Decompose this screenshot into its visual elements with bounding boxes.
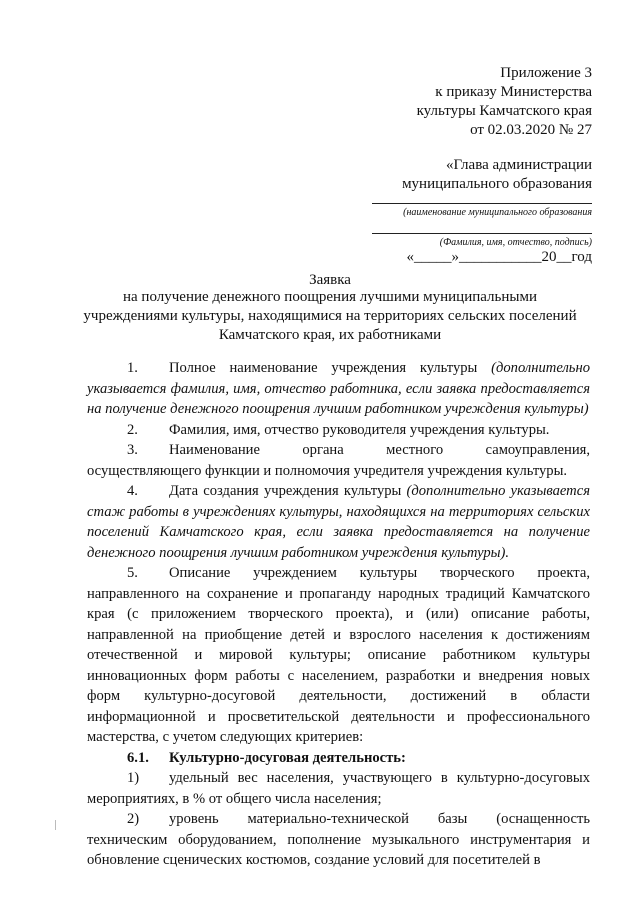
appendix-date-line: от 02.03.2020 № 27	[470, 122, 592, 138]
signature-blank-line	[372, 233, 592, 234]
item-5	[87, 563, 590, 748]
document-subtitle-line1: на получение денежного поощрения лучшими муниципальными	[123, 289, 537, 305]
scan-margin-mark	[55, 820, 56, 830]
section-6-1	[87, 748, 590, 769]
criterion-1	[87, 768, 590, 809]
section-6-1-number: 6.1.	[127, 749, 149, 766]
addressee-municipality: муниципального образования	[402, 176, 592, 192]
item-2-text: Фамилия, имя, отчество руководителя учреждения культуры.	[169, 421, 550, 438]
date-line: «_____»___________20__год	[406, 249, 592, 265]
appendix-order-line: к приказу Министерства	[435, 84, 592, 100]
item-1-text: Полное наименование учреждения культуры	[169, 360, 478, 376]
document-subtitle-line2: учреждениями культуры, находящимися на территориях сельских поселений	[83, 308, 577, 324]
item-1-number: 1.	[127, 360, 138, 376]
appendix-number: Приложение 3	[500, 65, 592, 81]
item-5-text: Описание учреждением культуры творческого проекта, направленного на сохранение и пропаганду народных традиций Камчатского края (с приложением творческого проекта), и (или) описание работы, направленной на приобщение детей и взрослого населения к достижениям отечественной и мировой культуры; описание работником культуры инновационных форм работы с населением, разработки и внедрения новых форм культурно-досуговой деятельности, достижений в области информационной и просветительской деятельности и профессионального мастерства, с учетом следующих критериев:	[87, 565, 590, 745]
item-2	[87, 420, 590, 441]
document-body	[87, 358, 590, 871]
document-title: Заявка	[309, 272, 351, 288]
item-4	[87, 481, 590, 563]
item-4-number: 4.	[127, 483, 138, 499]
item-1	[87, 358, 590, 420]
item-3-text: Наименование органа местного самоуправления, осуществляющего функции и полномочия учредителя учреждения культуры.	[87, 442, 590, 479]
document-subtitle-line3: Камчатского края, их работниками	[218, 327, 442, 343]
item-5-number: 5.	[127, 565, 138, 581]
item-2-number: 2.	[127, 421, 138, 438]
item-3	[87, 440, 590, 481]
municipality-blank-line	[372, 203, 592, 204]
criterion-2-text: уровень материально-технической базы (оснащенность техническим оборудованием, пополнение музыкального инструментария и обновление сценических костюмов, создание условий для посетителей в	[87, 811, 590, 868]
section-6-1-title: Культурно-досуговая деятельность:	[169, 749, 406, 766]
addressee-head: «Глава администрации	[446, 157, 592, 173]
criterion-1-number: 1)	[127, 770, 140, 786]
criterion-1-text: удельный вес населения, участвующего в культурно-досуговых мероприятиях, в % от общего числа населения;	[87, 770, 590, 807]
item-1-note: (дополнительно указывается фамилия, имя, отчество работника, если заявка предоставляется на получение денежного поощрения лучшим работником учреждения культуры)	[87, 360, 590, 417]
item-4-note: (дополнительно указывается стаж работы в учреждениях культуры, находящихся на территориях сельских поселений Камчатского края, если заявка предоставляется на получение денежного поощрения лучшим работником учреждения культуры).	[87, 483, 590, 561]
criterion-2	[87, 809, 590, 871]
item-3-number: 3.	[127, 442, 138, 458]
appendix-ministry-line: культуры Камчатского края	[416, 103, 592, 119]
criterion-2-number: 2)	[127, 811, 140, 827]
item-4-text: Дата создания учреждения культуры	[169, 483, 402, 499]
signature-caption: (Фамилия, имя, отчество, подпись)	[439, 237, 592, 248]
municipality-caption: (наименование муниципального образования	[403, 207, 592, 218]
